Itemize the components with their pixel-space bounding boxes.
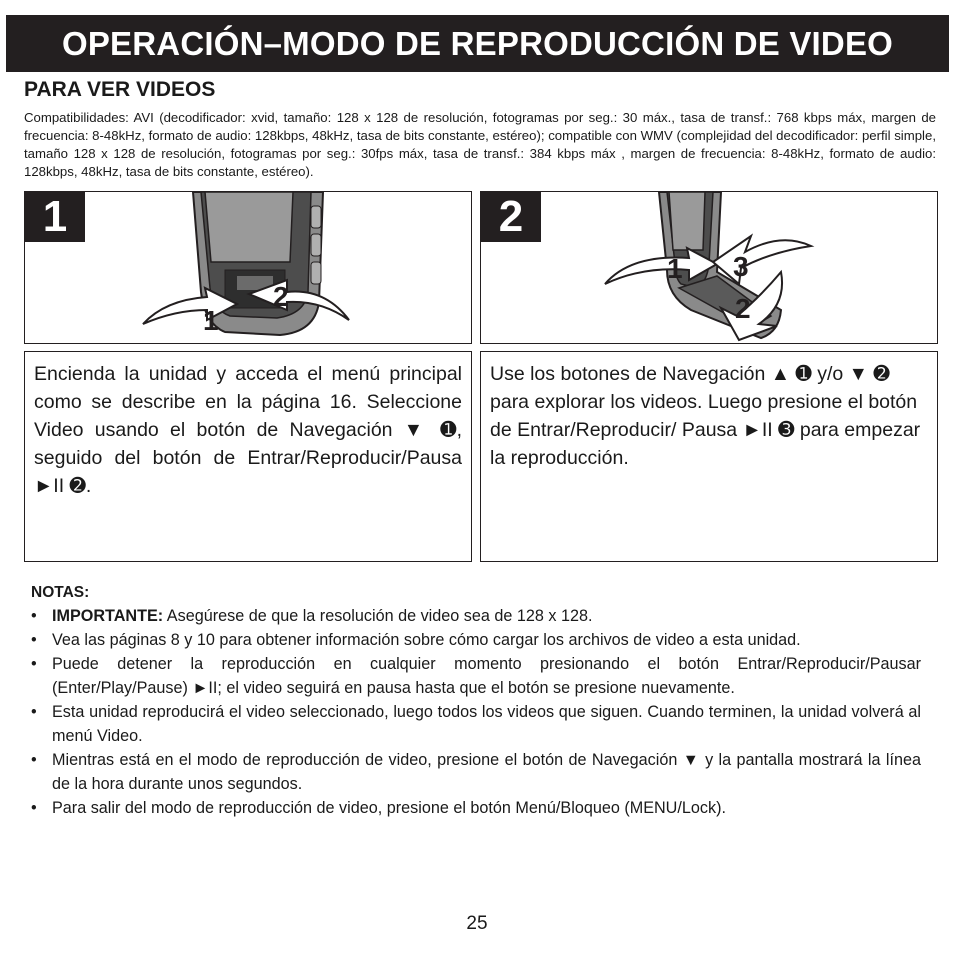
list-item xyxy=(31,700,921,748)
step-2-arrow-label-1: 1 xyxy=(667,253,683,284)
step-2-text-box xyxy=(480,351,938,562)
list-item xyxy=(31,796,921,820)
list-item xyxy=(31,628,921,652)
bullet: • xyxy=(31,799,37,817)
step-1-arrow-label-2: 2 xyxy=(273,281,289,312)
device-diagram-1 xyxy=(25,192,471,343)
step-1-illustration xyxy=(24,191,472,344)
section-heading: PARA VER VIDEOS xyxy=(24,78,216,101)
step-1-number: 1 xyxy=(25,192,85,242)
notes-section xyxy=(31,584,921,820)
note-text: Asegúrese de que la resolución de video sea de 128 x 128. xyxy=(163,607,593,625)
device-diagram-2 xyxy=(481,192,937,343)
step-2-number: 2 xyxy=(481,192,541,242)
note-text: Para salir del modo de reproducción de video, presione el botón Menú/Bloqueo (MENU/Lock). xyxy=(52,799,726,817)
note-text: Esta unidad reproducirá el video seleccionado, luego todos los videos que siguen. Cuando terminen, la unidad volverá al menú Video. xyxy=(52,703,921,745)
step-1-instructions: Encienda la unidad y acceda el menú principal como se describe en la página 16. Seleccione Video usando el botón de Navegación ▼ ➊, seguido del botón de Entrar/Reproducir/Pausa ►II ➋. xyxy=(34,363,462,497)
bullet: • xyxy=(31,751,37,769)
title-bar xyxy=(6,15,949,72)
notes-list xyxy=(31,604,921,820)
note-emphasis: IMPORTANTE: xyxy=(52,607,164,625)
list-item xyxy=(31,652,921,700)
note-text: Mientras está en el modo de reproducción de video, presione el botón de Navegación ▼ y la pantalla mostrará la línea de la hora durante unos segundos. xyxy=(52,751,921,793)
note-text: Puede detener la reproducción en cualquier momento presionando el botón Entrar/Reproducir/Pausar (Enter/Play/Pause) ►II; el video seguirá en pausa hasta que el botón se presione nuevamente. xyxy=(52,655,921,697)
bullet: • xyxy=(31,655,37,673)
step-1-arrow-label-1: 1 xyxy=(203,305,219,336)
bullet: • xyxy=(31,607,37,625)
list-item xyxy=(31,748,921,796)
step-2-instructions: Use los botones de Navegación ▲ ➊ y/o ▼ ➋ para explorar los videos. Luego presione el botón de Entrar/Reproducir/ Pausa ►II ➌ para empezar la reproducción. xyxy=(490,363,921,469)
step-1-text-box xyxy=(24,351,472,562)
page-title: OPERACIÓN–MODO DE REPRODUCCIÓN DE VIDEO xyxy=(61,25,894,62)
notes-title: NOTAS: xyxy=(31,584,90,601)
compatibility-text: Compatibilidades: AVI (decodificador: xvid, tamaño: 128 x 128 de resolución, fotogramas por seg.: 30 máx., tasa de transf.: 768 kbps máx, margen de frecuencia: 8-48kHz, formato de audio: 128kbps, 48kHz, tasa de bits constante, estéreo); compatible con WMV (complejidad del decodificador: perfil simple, tamaño 128 x 128 de resolución, fotogramas por seg.: 30fps máx, tasa de transf.: 384 kbps máx , margen de frecuencia: 8-48kHz, formato de audio: 128kbps, 48kHz, tasa de bits constante, estéreo). xyxy=(24,110,936,179)
bullet: • xyxy=(31,703,37,721)
note-text: Vea las páginas 8 y 10 para obtener información sobre cómo cargar los archivos de video a esta unidad. xyxy=(52,631,801,649)
page-number: 25 xyxy=(466,913,488,934)
step-2-illustration xyxy=(480,191,938,344)
list-item xyxy=(31,604,921,628)
step-2-arrow-label-2: 2 xyxy=(735,293,751,324)
bullet: • xyxy=(31,631,37,649)
step-2-arrow-label-3: 3 xyxy=(733,251,749,282)
